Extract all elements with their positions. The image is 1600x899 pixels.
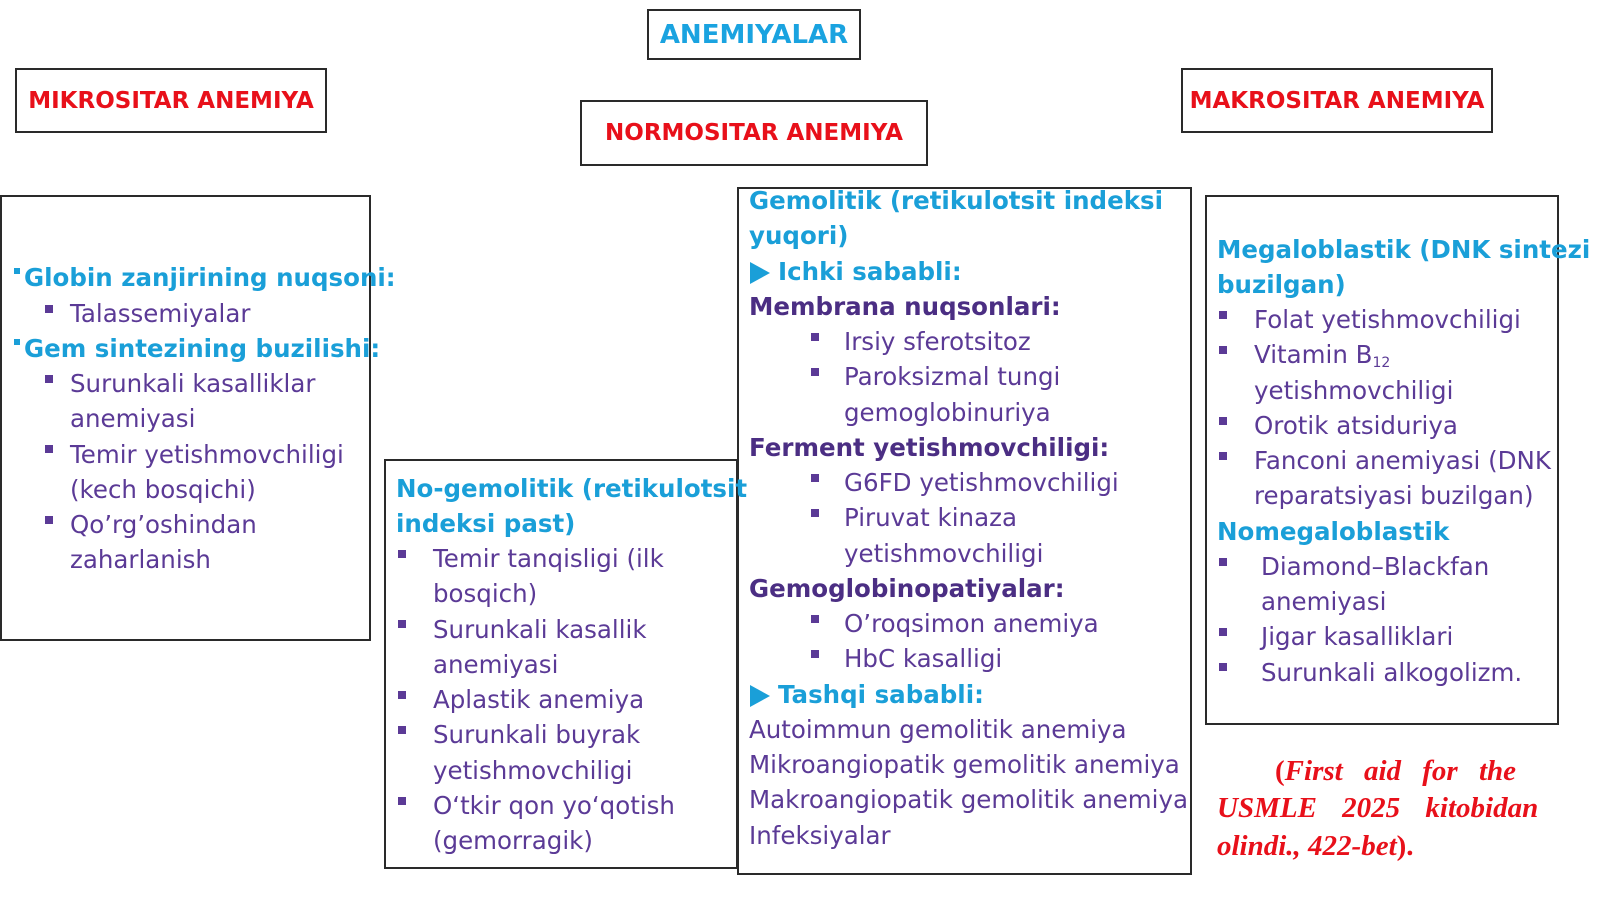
- list-item: Mikroangiopatik gemolitik anemiya: [749, 750, 1180, 779]
- list-item-cont: gemoglobinuriya: [844, 398, 1051, 427]
- list-item-cont: zaharlanish: [70, 545, 211, 574]
- bullet-icon: [811, 474, 819, 482]
- list-item: Piruvat kinaza: [844, 503, 1017, 532]
- bullet-icon: [811, 615, 819, 623]
- list-item: Makroangiopatik gemolitik anemiya: [749, 785, 1188, 814]
- bullet-icon: [1219, 628, 1227, 636]
- list-item: G6FD yetishmovchiligi: [844, 468, 1119, 497]
- list-item-cont: anemiyasi: [433, 650, 559, 679]
- hemolytic-heading: Gemolitik (retikulotsit indeksi: [749, 186, 1163, 215]
- list-item: Temir yetishmovchiligi: [70, 440, 344, 469]
- hemoglobinopathy-heading: Gemoglobinopatiyalar:: [749, 574, 1065, 603]
- list-item: Autoimmun gemolitik anemiya: [749, 715, 1127, 744]
- category-macro-label: MAKROSITAR ANEMIYA: [1189, 87, 1485, 114]
- bullet-icon: [1219, 311, 1227, 319]
- bullet-icon: [811, 333, 819, 341]
- bullet-icon: [45, 516, 53, 524]
- bullet-icon: [45, 305, 53, 313]
- gem-heading: Gem sintezining buzilishi:: [24, 334, 381, 363]
- bullet-icon: [398, 550, 406, 558]
- citation-line-1: [1275, 752, 1530, 790]
- category-macro-box: [1181, 68, 1493, 133]
- citation-line-3: [1217, 827, 1414, 865]
- category-normo-box: [580, 100, 928, 166]
- list-item-cont: bosqich): [433, 579, 538, 608]
- category-normo-label: NORMOSITAR ANEMIYA: [605, 120, 903, 146]
- citation-text-3: olindi., 422-bet: [1217, 830, 1397, 862]
- page-title: ANEMIYALAR: [659, 19, 849, 50]
- bullet-icon: [1219, 346, 1227, 354]
- list-item: O‘tkir qon yo‘qotish: [433, 791, 675, 820]
- megaloblastic-heading-cont: buzilgan): [1217, 270, 1346, 299]
- b12-subscript: 12: [1372, 355, 1391, 371]
- globin-heading: Globin zanjirining nuqsoni:: [24, 263, 396, 292]
- list-item: O’roqsimon anemiya: [844, 609, 1099, 638]
- bullet-icon: [1219, 452, 1227, 460]
- list-item: Temir tanqisligi (ilk: [433, 544, 664, 573]
- list-item: Paroksizmal tungi: [844, 362, 1061, 391]
- list-item-cont: yetishmovchiligi: [844, 539, 1044, 568]
- citation-text-1: First aid for the: [1284, 755, 1517, 787]
- nonhemolytic-heading: No-gemolitik (retikulotsit: [396, 474, 748, 503]
- list-item: Surunkali alkogolizm.: [1261, 658, 1523, 687]
- hemolytic-heading-cont: yuqori): [749, 221, 849, 250]
- list-item: Fanconi anemiyasi (DNK: [1254, 446, 1551, 475]
- list-item: Talassemiyalar: [70, 299, 251, 328]
- membrane-heading: Membrana nuqsonlari:: [749, 292, 1061, 321]
- play-arrow-icon: [750, 685, 770, 707]
- enzyme-heading: Ferment yetishmovchiligi:: [749, 433, 1110, 462]
- b12-prefix: Vitamin B: [1254, 340, 1373, 369]
- external-causes-label: Tashqi sababli:: [778, 680, 984, 709]
- nonmegaloblastic-heading: Nomegaloblastik: [1217, 517, 1450, 546]
- category-micro-box: [15, 68, 327, 133]
- bullet-icon: [1219, 417, 1227, 425]
- play-arrow-icon: [750, 262, 770, 284]
- list-item: Folat yetishmovchiligi: [1254, 305, 1521, 334]
- list-item-cont: (gemorragik): [433, 826, 593, 855]
- list-item-cont: anemiyasi: [1261, 587, 1387, 616]
- bullet-icon: [398, 726, 406, 734]
- bullet-icon: [45, 445, 53, 453]
- list-item: Irsiy sferotsitoz: [844, 327, 1031, 356]
- category-micro-label: MIKROSITAR ANEMIYA: [28, 87, 314, 114]
- megaloblastic-heading: Megaloblastik (DNK sintezi: [1217, 235, 1591, 264]
- list-item: Jigar kasalliklari: [1261, 622, 1454, 651]
- list-item: Orotik atsiduriya: [1254, 411, 1458, 440]
- internal-causes-label: Ichki sababli:: [778, 257, 962, 286]
- bullet-icon: [1219, 663, 1227, 671]
- list-item: Surunkali buyrak: [433, 720, 641, 749]
- list-item-cont: yetishmovchiligi: [1254, 376, 1454, 405]
- title-box: [647, 9, 861, 60]
- bullet-icon: [45, 375, 53, 383]
- list-item: Aplastik anemiya: [433, 685, 645, 714]
- list-item-cont: reparatsiyasi buzilgan): [1254, 481, 1534, 510]
- list-item: Surunkali kasallik: [433, 615, 647, 644]
- bullet-icon: [398, 691, 406, 699]
- bullet-icon: [811, 509, 819, 517]
- list-item: Surunkali kasalliklar: [70, 369, 316, 398]
- list-item-cont: (kech bosqichi): [70, 475, 256, 504]
- bullet-icon: [811, 650, 819, 658]
- list-item: Qo’rg’oshindan: [70, 510, 257, 539]
- list-item-cont: anemiyasi: [70, 404, 196, 433]
- bullet-icon: [14, 268, 20, 274]
- list-item: Infeksiyalar: [749, 821, 891, 850]
- citation-line-2: USMLE 2025 kitobidan: [1217, 792, 1539, 824]
- citation-close-paren: ).: [1396, 830, 1414, 862]
- bullet-icon: [14, 339, 20, 345]
- bullet-icon: [398, 620, 406, 628]
- bullet-icon: [811, 368, 819, 376]
- bullet-icon: [398, 797, 406, 805]
- list-item: Diamond–Blackfan: [1261, 552, 1490, 581]
- bullet-icon: [1219, 558, 1227, 566]
- list-item-cont: yetishmovchiligi: [433, 756, 633, 785]
- nonhemolytic-heading-cont: indeksi past): [396, 509, 576, 538]
- citation-open-paren: (: [1275, 755, 1285, 787]
- list-item: HbC kasalligi: [844, 644, 1003, 673]
